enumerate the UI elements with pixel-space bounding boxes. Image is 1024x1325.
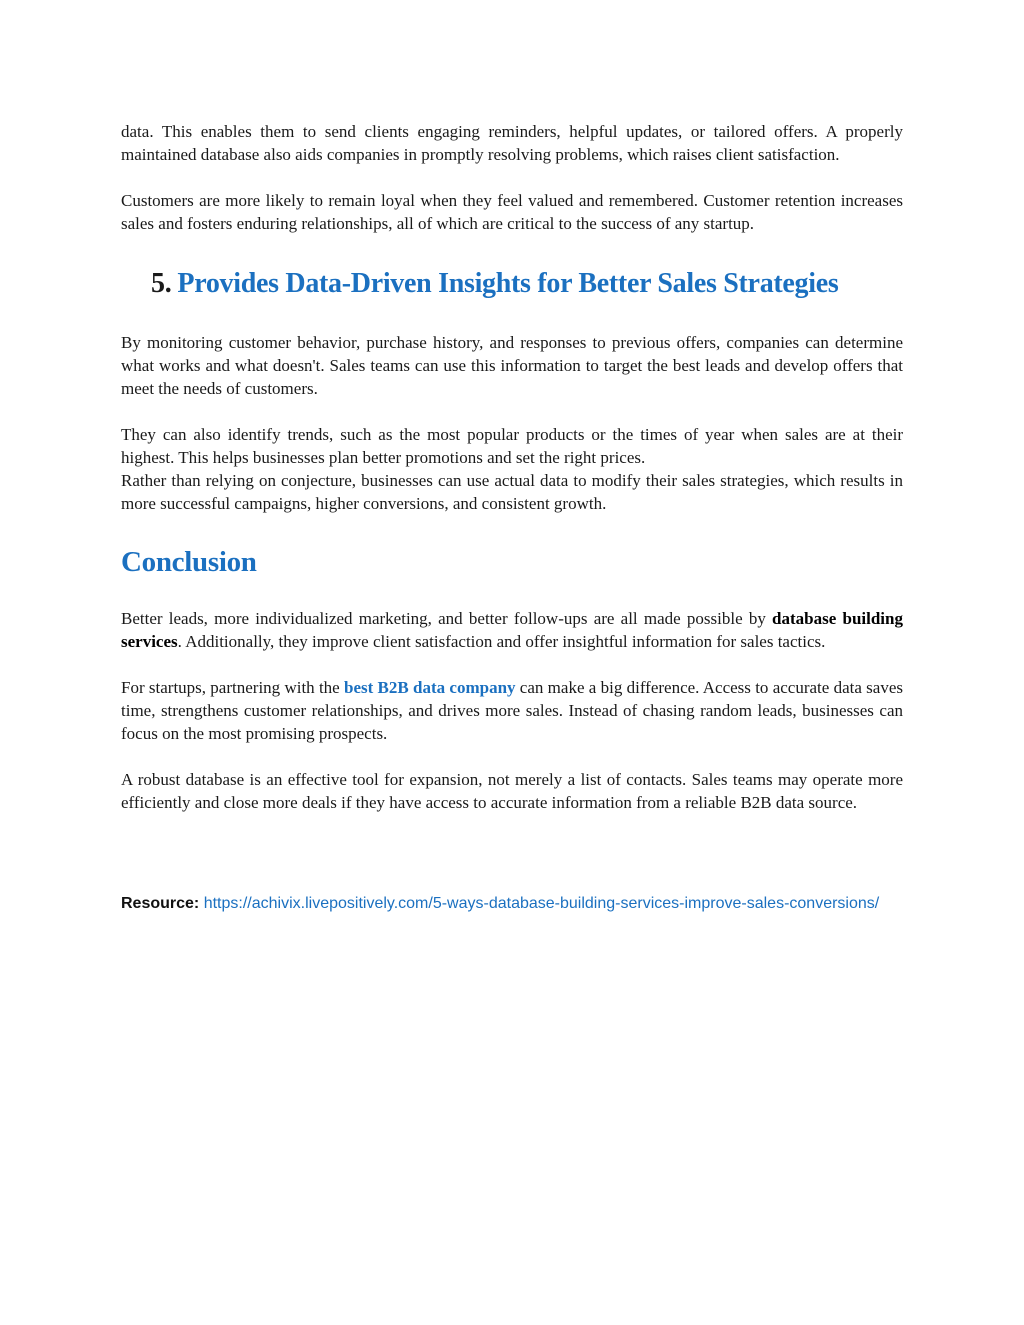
paragraph-conclusion-3: A robust database is an effective tool for expansion, not merely a list of contacts. Sales teams may operate more efficiently and close more deals if they have access to accurate information from a reliable B2B data source. [121,770,903,812]
conjecture-sentence: Rather than relying on conjecture, businesses can use actual data to modify their sales strategies, which results in more successful campaigns, higher conversions, and consistent growth. [121,471,903,513]
conclusion-1-text-after: . Additionally, they improve client satisfaction and offer insightful information for sales tactics. [177,632,826,651]
resource-line [121,893,903,915]
conclusion-2-text-after: can make a big difference. Access to accurate data saves time, strengthens customer relationships, and drives more sales. Instead of chasing random leads, businesses can focus on the most promising prospects. [121,678,903,743]
paragraph-conclusion-1 [121,607,903,653]
conclusion-2-text-before: For startups, partnering with the [121,678,344,697]
section-heading-5 [121,267,903,301]
paragraph-monitoring-behavior: By monitoring customer behavior, purchase history, and responses to previous offers, companies can determine what works and what doesn't. Sales teams can use this information to target the best leads and develop offers that meet the needs of customers. [121,333,903,398]
database-building-services-bold: database building services [121,609,903,651]
resource-label: Resource: [121,895,200,912]
section-number: 5. [151,268,172,299]
paragraph-identify-trends [121,423,903,515]
paragraph-conclusion-2 [121,676,903,745]
resource-url-link[interactable]: https://achivix.livepositively.com/5-ways-database-building-services-improve-sales-conversions/ [203,895,880,912]
conclusion-1-text-before: Better leads, more individualized marketing, and better follow-ups are all made possible by [121,609,773,628]
conclusion-heading: Conclusion [121,546,257,578]
section-title: Provides Data-Driven Insights for Better Sales Strategies [177,268,839,299]
paragraph-customer-loyalty: Customers are more likely to remain loyal when they feel valued and remembered. Customer retention increases sales and fosters enduring relationships, all of which are critical to the success of any startup. [121,191,903,233]
paragraph-intro-continuation: data. This enables them to send clients engaging reminders, helpful updates, or tailored offers. A properly maintained database also aids companies in promptly resolving problems, which raises client satisfaction. [121,122,903,164]
best-b2b-data-company-link[interactable]: best B2B data company [344,678,516,697]
document-body [121,120,903,915]
trends-sentence: They can also identify trends, such as the most popular products or the times of year when sales are at their highest. This helps businesses plan better promotions and set the right prices. [121,425,903,467]
